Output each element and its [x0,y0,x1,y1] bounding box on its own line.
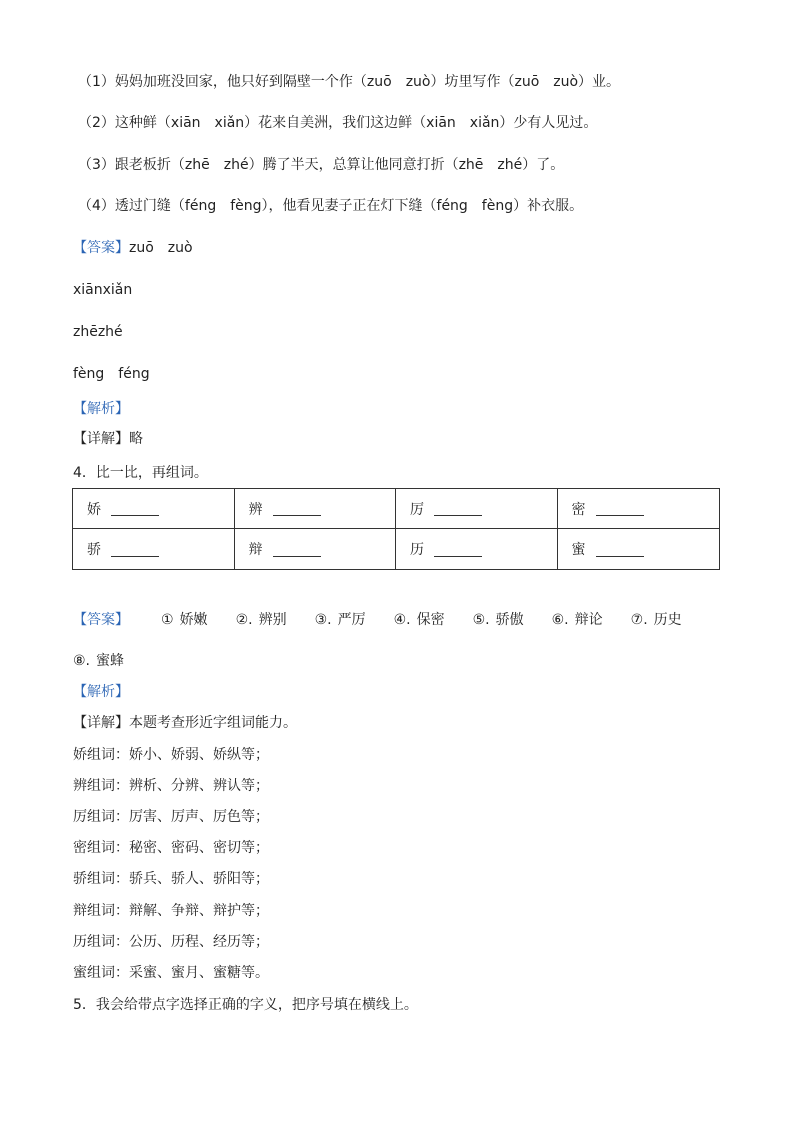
table-cell [396,489,558,529]
cell-char: 辨 [248,501,263,518]
q4-detail-line: 娇组词：娇小、娇弱、娇纵等； [73,747,269,763]
q3-detail-text: 略 [129,431,143,447]
answer-item: ④. 保密 [393,612,445,628]
blank-line [434,501,482,516]
blank-line [111,501,159,516]
cell-char: 密 [571,501,586,518]
q4-answer-row [73,609,733,629]
q4-title: 4．比一比，再组词。 [73,465,208,481]
cell-char: 蜜 [571,542,586,558]
cell-char: 娇 [87,501,101,518]
answer-item: ① 娇嫩 [161,612,208,628]
q4-analysis-label: 【解析】 [73,684,129,700]
q4-answer-label: 【答案】 [73,612,129,628]
q4-detail-line: 辩组词：辩解、争辩、辩护等； [73,903,269,919]
cell-char: 骄 [87,542,101,558]
q3-answer-2: xiānxiǎn [73,282,133,298]
answer-item: ⑥. 辩论 [551,612,603,628]
blank-line [596,501,644,516]
q3-item-3: （3）跟老板折（zhē zhé）腾了半天，总算让他同意打折（zhē zhé）了。 [78,157,565,173]
q4-word-table [72,488,720,570]
q3-item-1: （1）妈妈加班没回家，他只好到隔壁一个作（zuō zuò）坊里写作（zuō zuò）业。 [78,74,621,90]
table-cell [73,529,235,569]
q3-detail-label: 【详解】 [73,431,129,447]
answer-item: ⑤. 骄傲 [472,612,524,628]
blank-line [596,542,644,557]
answer-item: ②. 辨别 [235,612,287,628]
cell-char: 厉 [410,501,424,518]
q4-detail-intro: 本题考查形近字组词能力。 [129,715,297,731]
q3-analysis-label: 【解析】 [73,401,129,417]
q4-detail-line: 骄组词：骄兵、骄人、骄阳等； [73,871,269,887]
q3-answer-4: fèng féng [73,366,150,382]
q4-detail-line: 辨组词：辨析、分辨、辨认等； [73,778,269,794]
cell-char: 辩 [248,542,263,558]
q3-answer-1: zuō zuò [129,240,193,256]
q4-detail-line: 密组词：秘密、密码、密切等； [73,840,269,856]
q5-title: 5．我会给带点字选择正确的字义，把序号填在横线上。 [73,997,418,1013]
cell-char: 历 [410,542,424,558]
q3-detail [73,429,143,449]
answer-item: ③. 严厉 [314,612,366,628]
q4-detail-line: 蜜组词：采蜜、蜜月、蜜糖等。 [73,965,269,981]
q4-detail-line: 厉组词：厉害、厉声、厉色等； [73,809,269,825]
table-cell [558,489,720,529]
blank-line [273,542,321,557]
blank-line [273,501,321,516]
answer-item: ⑦. 历史 [630,612,682,628]
table-cell [235,529,397,569]
table-cell [396,529,558,569]
table-cell [235,489,397,529]
blank-line [434,542,482,557]
q4-detail [73,713,297,733]
q4-detail-label: 【详解】 [73,715,129,731]
q3-item-4: （4）透过门缝（féng fèng），他看见妻子正在灯下缝（féng fèng）补衣服。 [78,198,584,214]
q3-answer-label: 【答案】 [73,240,129,256]
q3-answer-3: zhēzhé [73,324,123,340]
q3-answer-line-1 [73,238,193,258]
blank-line [111,542,159,557]
table-cell [558,529,720,569]
q4-detail-line: 历组词：公历、历程、经历等； [73,934,269,950]
table-cell [73,489,235,529]
answer-item: ⑧. 蜜蜂 [73,653,125,669]
q3-item-2: （2）这种鲜（xiān xiǎn）花来自美洲，我们这边鲜（xiān xiǎn）少有人见过。 [78,115,598,131]
